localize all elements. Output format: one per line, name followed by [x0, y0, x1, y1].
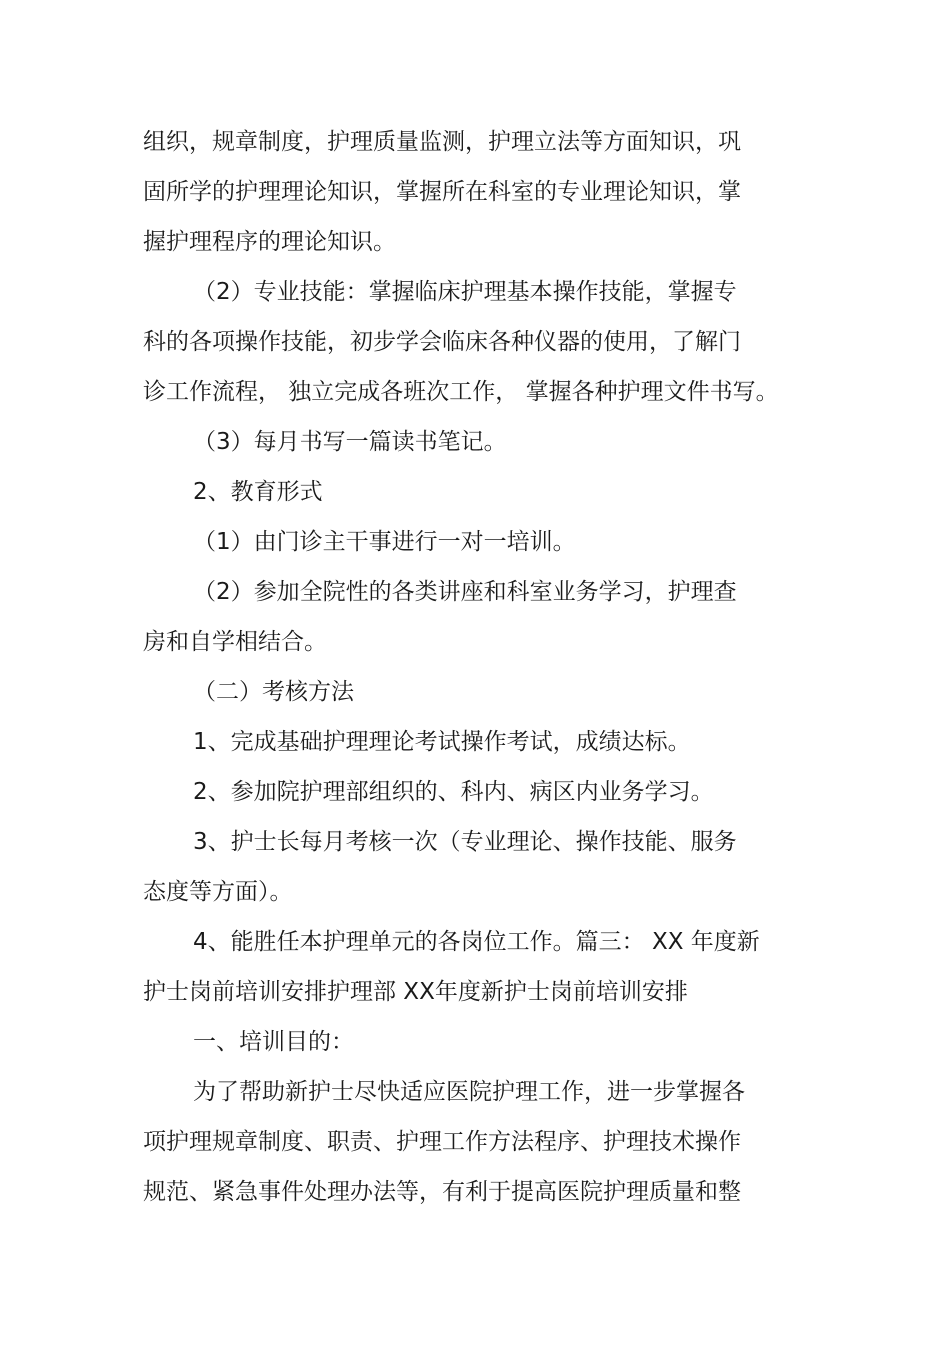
text-line: 护士岗前培训安排护理部 XX年度新护士岗前培训安排 — [143, 979, 688, 1005]
text-line: （1）由门诊主干事进行一对一培训。 — [193, 529, 576, 555]
text-line: 项护理规章制度、职责、护理工作方法程序、护理技术操作 — [143, 1129, 741, 1155]
text-line: 3、护士长每月考核一次（专业理论、操作技能、服务 — [193, 829, 737, 855]
text-line: 1、完成基础护理理论考试操作考试，成绩达标。 — [193, 729, 691, 755]
text-line: 2、参加院护理部组织的、科内、病区内业务学习。 — [193, 779, 714, 805]
text-line: （2）参加全院性的各类讲座和科室业务学习，护理查 — [193, 579, 737, 605]
text-line: 组织，规章制度，护理质量监测，护理立法等方面知识，巩 — [143, 129, 741, 155]
text-line: 态度等方面）。 — [143, 879, 293, 905]
section-heading: 一、培训目的： — [193, 1029, 354, 1055]
text-line: 握护理程序的理论知识。 — [143, 229, 396, 255]
text-line: （3）每月书写一篇读书笔记。 — [193, 429, 507, 455]
text-line: 4、能胜任本护理单元的各岗位工作。篇三： XX 年度新 — [193, 929, 760, 955]
text-line: 科的各项操作技能，初步学会临床各种仪器的使用，了解门 — [143, 329, 741, 355]
section-heading: 2、教育形式 — [193, 479, 323, 505]
section-heading: （二）考核方法 — [193, 679, 354, 705]
text-line: 固所学的护理理论知识，掌握所在科室的专业理论知识，掌 — [143, 179, 741, 205]
text-line: 诊工作流程， 独立完成各班次工作， 掌握各种护理文件书写。 — [143, 379, 779, 405]
text-line: 规范、紧急事件处理办法等，有利于提高医院护理质量和整 — [143, 1179, 741, 1205]
text-line: 为了帮助新护士尽快适应医院护理工作，进一步掌握各 — [193, 1079, 745, 1105]
text-line: （2）专业技能：掌握临床护理基本操作技能，掌握专 — [193, 279, 737, 305]
text-line: 房和自学相结合。 — [143, 629, 327, 655]
